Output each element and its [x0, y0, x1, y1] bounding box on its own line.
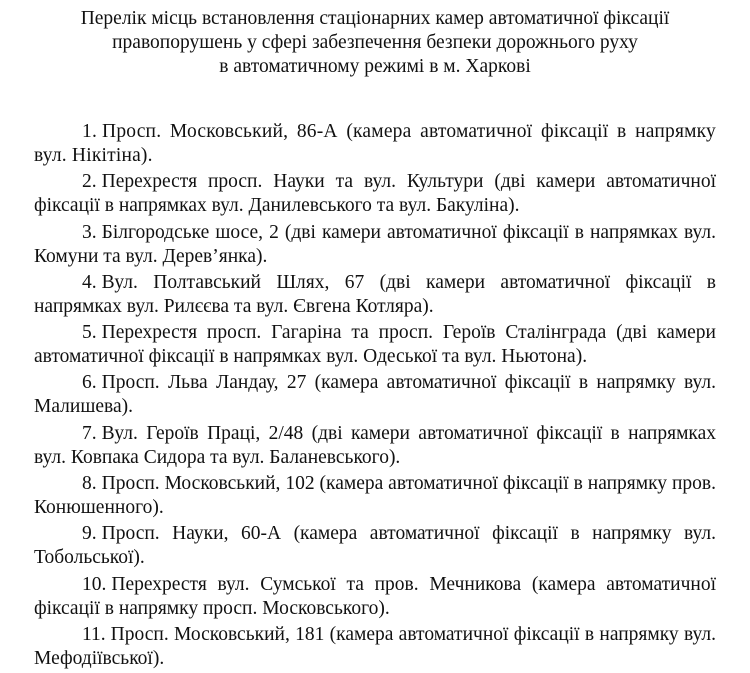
item-text: Перехрестя вул. Сумської та пров. Мечникова (камера автоматичної фіксації в напрямку просп. Московського).	[34, 573, 716, 619]
item-number: 9.	[82, 523, 97, 545]
item-number: 7.	[82, 422, 97, 444]
document-title	[20, 7, 730, 79]
list-item	[34, 573, 716, 621]
title-line-2: правопорушень у сфері забезпечення безпеки дорожнього руху	[112, 32, 638, 53]
list-item	[34, 472, 716, 520]
item-number: 3.	[82, 221, 97, 243]
item-number: 8.	[82, 473, 97, 495]
item-text: Перехрестя просп. Науки та вул. Культури (дві камери автоматичної фіксації в напрямках вул. Данилевського та вул. Бакуліна).	[34, 171, 716, 217]
item-text: Перехрестя просп. Гагаріна та просп. Героїв Сталінграда (дві камери автоматичної фіксації в напрямках вул. Одеської та вул. Ньютона).	[34, 322, 716, 368]
item-text: Просп. Московський, 181 (камера автоматичної фіксації в напрямку вул. Мефодіївської).	[34, 623, 716, 669]
item-number: 5.	[82, 322, 97, 344]
item-text: Просп. Льва Ландау, 27 (камера автоматичної фіксації в напрямку вул. Малишева).	[34, 372, 716, 418]
list-item	[34, 623, 716, 671]
list-item	[34, 422, 716, 470]
list-item	[34, 371, 716, 419]
title-line-3: в автоматичному режимі в м. Харкові	[219, 56, 531, 77]
camera-location-list	[34, 120, 716, 673]
list-item	[34, 221, 716, 269]
item-text: Білгородське шосе, 2 (дві камери автоматичної фіксації в напрямках вул. Комуни та вул. Дерев’янка).	[34, 221, 716, 267]
list-item	[34, 120, 716, 168]
list-item	[34, 321, 716, 369]
list-item	[34, 170, 716, 218]
item-text: Просп. Московський, 86-А (камера автоматичної фіксації в напрямку вул. Нікітіна).	[34, 121, 716, 166]
item-number: 11.	[82, 623, 106, 645]
item-number: 4.	[82, 271, 97, 293]
item-text: Вул. Героїв Праці, 2/48 (дві камери автоматичної фіксації в напрямках вул. Ковпака Сидора та вул. Баланевського).	[34, 422, 716, 468]
list-item	[34, 522, 716, 570]
item-number: 1.	[82, 121, 98, 142]
list-item	[34, 271, 716, 319]
item-text: Вул. Полтавський Шлях, 67 (дві камери автоматичної фіксації в напрямках вул. Рилєєва та вул. Євгена Котляра).	[34, 271, 716, 317]
item-number: 10.	[82, 573, 107, 595]
item-number: 6.	[82, 372, 97, 394]
title-line-1: Перелік місць встановлення стаціонарних камер автоматичної фіксації	[80, 8, 670, 29]
item-text: Просп. Московський, 102 (камера автоматичної фіксації в напрямку пров. Конюшенного).	[34, 473, 716, 519]
item-number: 2.	[82, 171, 97, 193]
item-text: Просп. Науки, 60-А (камера автоматичної фіксації в напрямку вул. Тобольської).	[34, 523, 716, 569]
